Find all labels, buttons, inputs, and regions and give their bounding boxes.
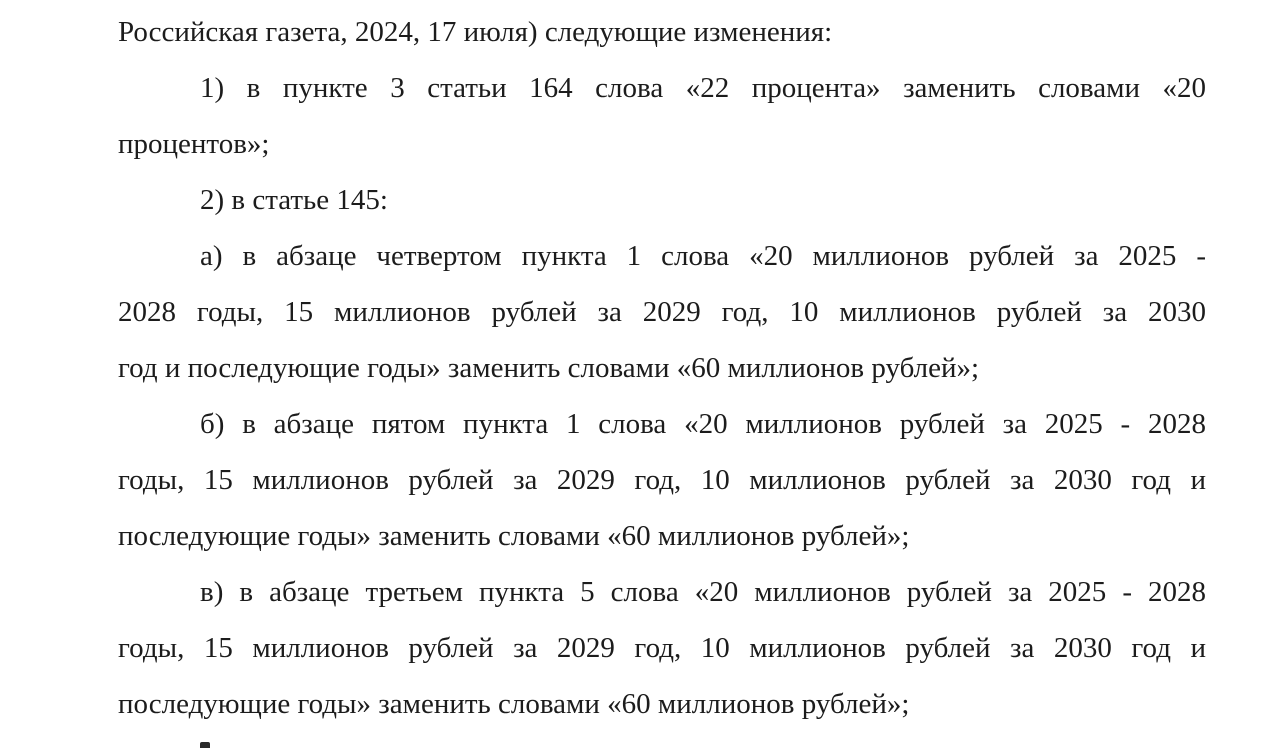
text-line-intro: Российская газета, 2024, 17 июля) следующие изменения: <box>118 16 833 48</box>
text-line-item-b: б) в абзаце пятом пункта 1 слова «20 миллионов рублей за 2025 - 2028 <box>200 408 1206 440</box>
text-line-item-b-cont-2: последующие годы» заменить словами «60 миллионов рублей»; <box>118 520 910 552</box>
text-line-item-1: 1) в пункте 3 статьи 164 слова «22 процента» заменить словами «20 <box>200 72 1206 104</box>
text-line-item-1-cont: процентов»; <box>118 128 270 160</box>
text-line-item-a: а) в абзаце четвертом пункта 1 слова «20 миллионов рублей за 2025 - <box>200 240 1206 272</box>
text-line-item-v-cont-2: последующие годы» заменить словами «60 миллионов рублей»; <box>118 688 910 720</box>
text-line-item-a-cont-1: 2028 годы, 15 миллионов рублей за 2029 год, 10 миллионов рублей за 2030 <box>118 296 1206 328</box>
text-line-item-b-cont-1: годы, 15 миллионов рублей за 2029 год, 10 миллионов рублей за 2030 год и <box>118 464 1206 496</box>
text-line-item-a-cont-2: год и последующие годы» заменить словами «60 миллионов рублей»; <box>118 352 980 384</box>
text-line-item-v-cont-1: годы, 15 миллионов рублей за 2029 год, 10 миллионов рублей за 2030 год и <box>118 632 1206 664</box>
cropped-next-line-fragment <box>200 742 210 748</box>
text-line-item-2: 2) в статье 145: <box>200 184 388 216</box>
text-line-item-v: в) в абзаце третьем пункта 5 слова «20 миллионов рублей за 2025 - 2028 <box>200 576 1206 608</box>
